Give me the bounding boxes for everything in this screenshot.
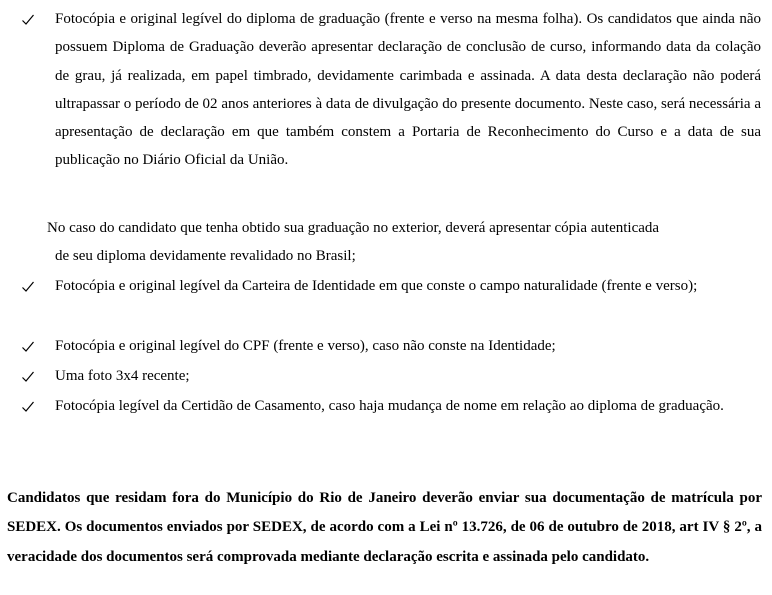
checkmark-icon xyxy=(21,400,37,416)
exterior-note xyxy=(47,214,761,270)
sedex-notice: Candidatos que residam fora do Município do Rio de Janeiro deverão enviar sua documentação de matrícula por SEDEX. Os documentos enviados por SEDEX, de acordo com a Lei nº 13.726, de 06 de outubro de 2018, art IV § 2º, a veracidade dos documentos será comprovada mediante declaração escrita e assinada pelo candidato. xyxy=(7,490,762,565)
checkmark-icon xyxy=(21,340,37,356)
list-item-text: Fotocópia e original legível do CPF (frente e verso), caso não conste na Identidade; xyxy=(55,338,556,354)
list-item-text: Fotocópia e original legível do diploma de graduação (frente e verso na mesma folha). Os candidatos que ainda não possuem Diploma de Graduação deverão apresentar declaração de conclusão de curso, informando data da colação de grau, já realizada, em papel timbrado, devidamente carimbada e assinada. A data desta declaração não poderá ultrapassar o período de 02 anos anteriores à data de divulgação do presente documento. Neste caso, será necessária a apresentação de declaração em que também constem a Portaria de Reconhecimento do Curso e a data de sua publicação no Diário Oficial da União. xyxy=(55,11,761,169)
list-item-text: Uma foto 3x4 recente; xyxy=(55,368,190,384)
list-item-text: Fotocópia e original legível da Carteira de Identidade em que conste o campo naturalidade (frente e verso); xyxy=(55,278,698,294)
list-item-text: Fotocópia legível da Certidão de Casamento, caso haja mudança de nome em relação ao diploma de graduação. xyxy=(55,398,724,414)
exterior-note-first-line: No caso do candidato que tenha obtido sua graduação no exterior, deverá apresentar cópia autenticada xyxy=(47,220,660,236)
checkmark-icon xyxy=(21,13,37,29)
checkmark-icon xyxy=(21,370,37,386)
exterior-note-continuation: de seu diploma devidamente revalidado no Brasil; xyxy=(55,248,356,264)
checkmark-icon xyxy=(21,280,37,296)
